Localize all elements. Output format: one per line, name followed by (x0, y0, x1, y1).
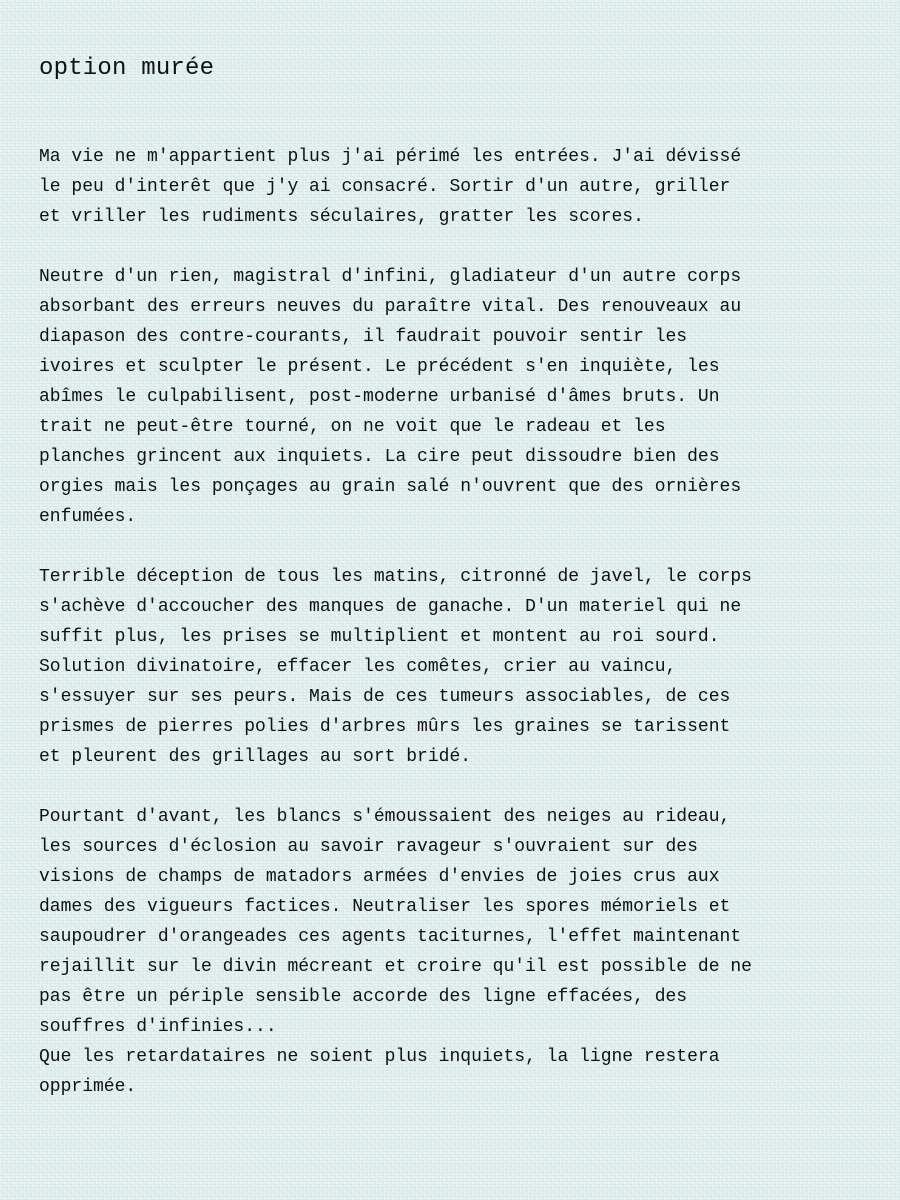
text-line: ivoires et sculpter le présent. Le précédent s'en inquiète, les (39, 357, 720, 377)
text-line: opprimée. (39, 1077, 137, 1097)
text-line: et pleurent des grillages au sort bridé. (39, 747, 472, 767)
text-line: Terrible déception de tous les matins, citronné de javel, le corps (39, 567, 752, 587)
text-line: Pourtant d'avant, les blancs s'émoussaient des neiges au rideau, (39, 807, 731, 827)
text-line: s'essuyer sur ses peurs. Mais de ces tumeurs associables, de ces (39, 687, 731, 707)
text-line: Neutre d'un rien, magistral d'infini, gladiateur d'un autre corps (39, 267, 742, 287)
text-line: Ma vie ne m'appartient plus j'ai périmé les entrées. J'ai dévissé (39, 147, 742, 167)
text-line: s'achève d'accoucher des manques de ganache. D'un materiel qui ne (39, 597, 742, 617)
text-line: pas être un périple sensible accorde des ligne effacées, des (39, 987, 688, 1007)
text-line: Que les retardataires ne soient plus inquiets, la ligne restera (39, 1047, 720, 1067)
paragraph-2 (39, 262, 889, 532)
text-line: trait ne peut-être tourné, on ne voit que le radeau et les (39, 417, 666, 437)
text-line: et vriller les rudiments séculaires, gratter les scores. (39, 207, 644, 227)
text-line: dames des vigueurs factices. Neutraliser les spores mémoriels et (39, 897, 731, 917)
text-line: orgies mais les ponçages au grain salé n'ouvrent que des ornières (39, 477, 742, 497)
text-line: prismes de pierres polies d'arbres mûrs les graines se tarissent (39, 717, 731, 737)
text-line: les sources d'éclosion au savoir ravageur s'ouvraient sur des (39, 837, 698, 857)
text-line: Solution divinatoire, effacer les comêtes, crier au vaincu, (39, 657, 677, 677)
text-line: souffres d'infinies... (39, 1017, 277, 1037)
text-line: suffit plus, les prises se multiplient et montent au roi sourd. (39, 627, 720, 647)
poem-title: option murée (39, 55, 215, 82)
text-line: saupoudrer d'orangeades ces agents taciturnes, l'effet maintenant (39, 927, 742, 947)
text-line: visions de champs de matadors armées d'envies de joies crus aux (39, 867, 720, 887)
paragraph-4 (39, 802, 889, 1102)
text-line: abîmes le culpabilisent, post-moderne urbanisé d'âmes bruts. Un (39, 387, 720, 407)
text-line: diapason des contre-courants, il faudrait pouvoir sentir les (39, 327, 688, 347)
text-line: enfumées. (39, 507, 137, 527)
text-line: le peu d'interêt que j'y ai consacré. Sortir d'un autre, griller (39, 177, 731, 197)
text-line: absorbant des erreurs neuves du paraître vital. Des renouveaux au (39, 297, 742, 317)
paragraph-3 (39, 562, 889, 772)
text-line: rejaillit sur le divin mécreant et croire qu'il est possible de ne (39, 957, 752, 977)
paragraph-1 (39, 142, 889, 232)
text-line: planches grincent aux inquiets. La cire peut dissoudre bien des (39, 447, 720, 467)
